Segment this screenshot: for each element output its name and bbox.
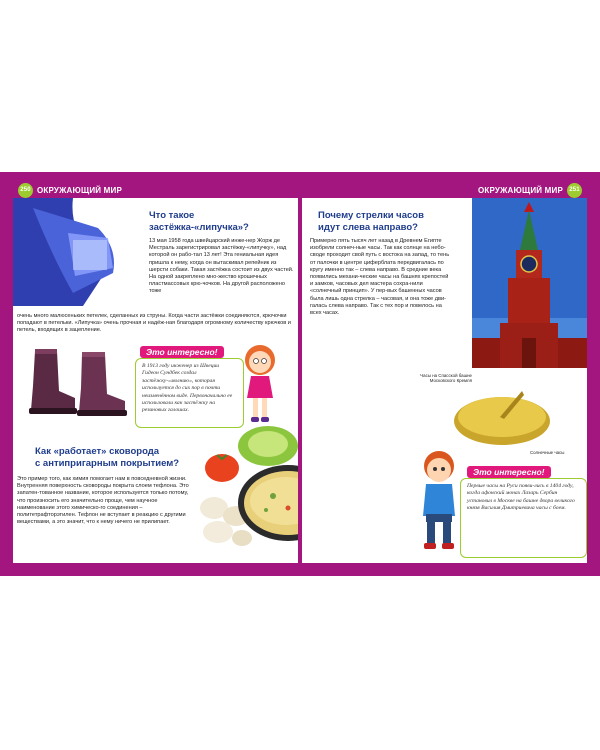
page-number-right: 251 bbox=[567, 183, 582, 198]
girl-illustration bbox=[235, 340, 285, 425]
velcro-text-2: очень много малюсеньких петелек, сделанных из струны. Когда части застёжки соединяются, крючочки попадают в петельки. «Липучка» очень прочная и надёж-ная благодаря огромному количеству крючков и петель, входящих в зацепление. bbox=[17, 313, 291, 334]
clock-text: Примерно пять тысяч лет назад в Древнем Египте изобрели солнеч-ные часы. Так как солнце на небо-своде проходит свой путь с востока на запад, то тень от палочки в центре циферблата передвигалась по кругу именно так – слева направо. В средние века появились механи-ческие часы на башнях крепостей и замков, часовых дел мастера сохра-нили «солнечный принцип». У пер-вых башенных часов была лишь одна стрелка – часовая, и она тоже дви-галась слева направо. Так с тех пор и повелось на всех часах. bbox=[310, 238, 450, 317]
interesting-box-left bbox=[135, 358, 244, 428]
rubber-boots-image bbox=[27, 346, 132, 418]
velcro-strap-image bbox=[13, 198, 131, 306]
interesting-label-right: Это интересно! bbox=[467, 466, 551, 478]
pan-text: Это пример того, как химия помогает нам в повседневной жизни. Внутренняя поверхность сковороды покрыта слоем тефлона. Это запатен-тованное название, которое используется только потому, что произносить его значительно проще, чем научное наименование этого химическо-го соединения – политетрафторэтилен. Тефлон не вступает в реакцию с другими веществами, а это значит, что к нему ничего не прилипает. bbox=[17, 476, 189, 526]
boy-illustration bbox=[412, 446, 467, 551]
section-title-left: ОКРУЖАЮЩИЙ МИР bbox=[37, 185, 122, 195]
page-number-left: 250 bbox=[18, 183, 33, 198]
interesting-text-right: Первые часы на Руси появи-лись в 1404 году, когда афонский монах Лазарь Сербин установил в Москве на башне двора великого князя Василия Дмитриевича часы с боем. bbox=[467, 483, 575, 512]
caption-kremlin: Часы на Спасской башне Московского Кремля bbox=[420, 373, 472, 383]
velcro-text-1: 13 мая 1958 года швейцарский инже-нер Жорж де Местраль зарегистрировал застёжку-«липучку», над которой он рабо-тал 13 лет! Эта гениальная идея пришла к нему, когда он вытаскивал репейник из шерсти собаки. Такая застёжка состоит из двух частей. На одной закреплено мно-жество крошечных пластмассовых крю-чочков. На другой расположено тоже bbox=[149, 238, 294, 295]
right-page bbox=[302, 198, 587, 563]
pan-title: Как «работает» сковорода с антипригарным покрытием? bbox=[35, 446, 180, 469]
interesting-text-left: В 1913 году инженер из Швеции Гидеон Сундбек создал застёжку-«молнию», которая используется до сих пор в почти неизменённом виде. Первоначально ее использовали как застёжку на резиновых галошах. bbox=[142, 363, 233, 414]
caption-sundial: Солнечные часы bbox=[530, 450, 565, 455]
interesting-box-right bbox=[460, 478, 587, 558]
left-page-header bbox=[14, 182, 122, 198]
interesting-label-left: Это интересно! bbox=[140, 346, 224, 358]
frying-pan-image bbox=[238, 458, 298, 548]
velcro-title: Что такое застёжка-«липучка»? bbox=[149, 210, 249, 233]
sundial-image bbox=[452, 383, 552, 448]
right-page-header bbox=[478, 182, 586, 198]
clock-title: Почему стрелки часов идут слева направо? bbox=[318, 210, 424, 233]
tomato-image bbox=[205, 452, 239, 482]
left-page bbox=[13, 198, 298, 563]
spasskaya-tower-image bbox=[472, 198, 587, 368]
section-title-right: ОКРУЖАЮЩИЙ МИР bbox=[478, 185, 563, 195]
